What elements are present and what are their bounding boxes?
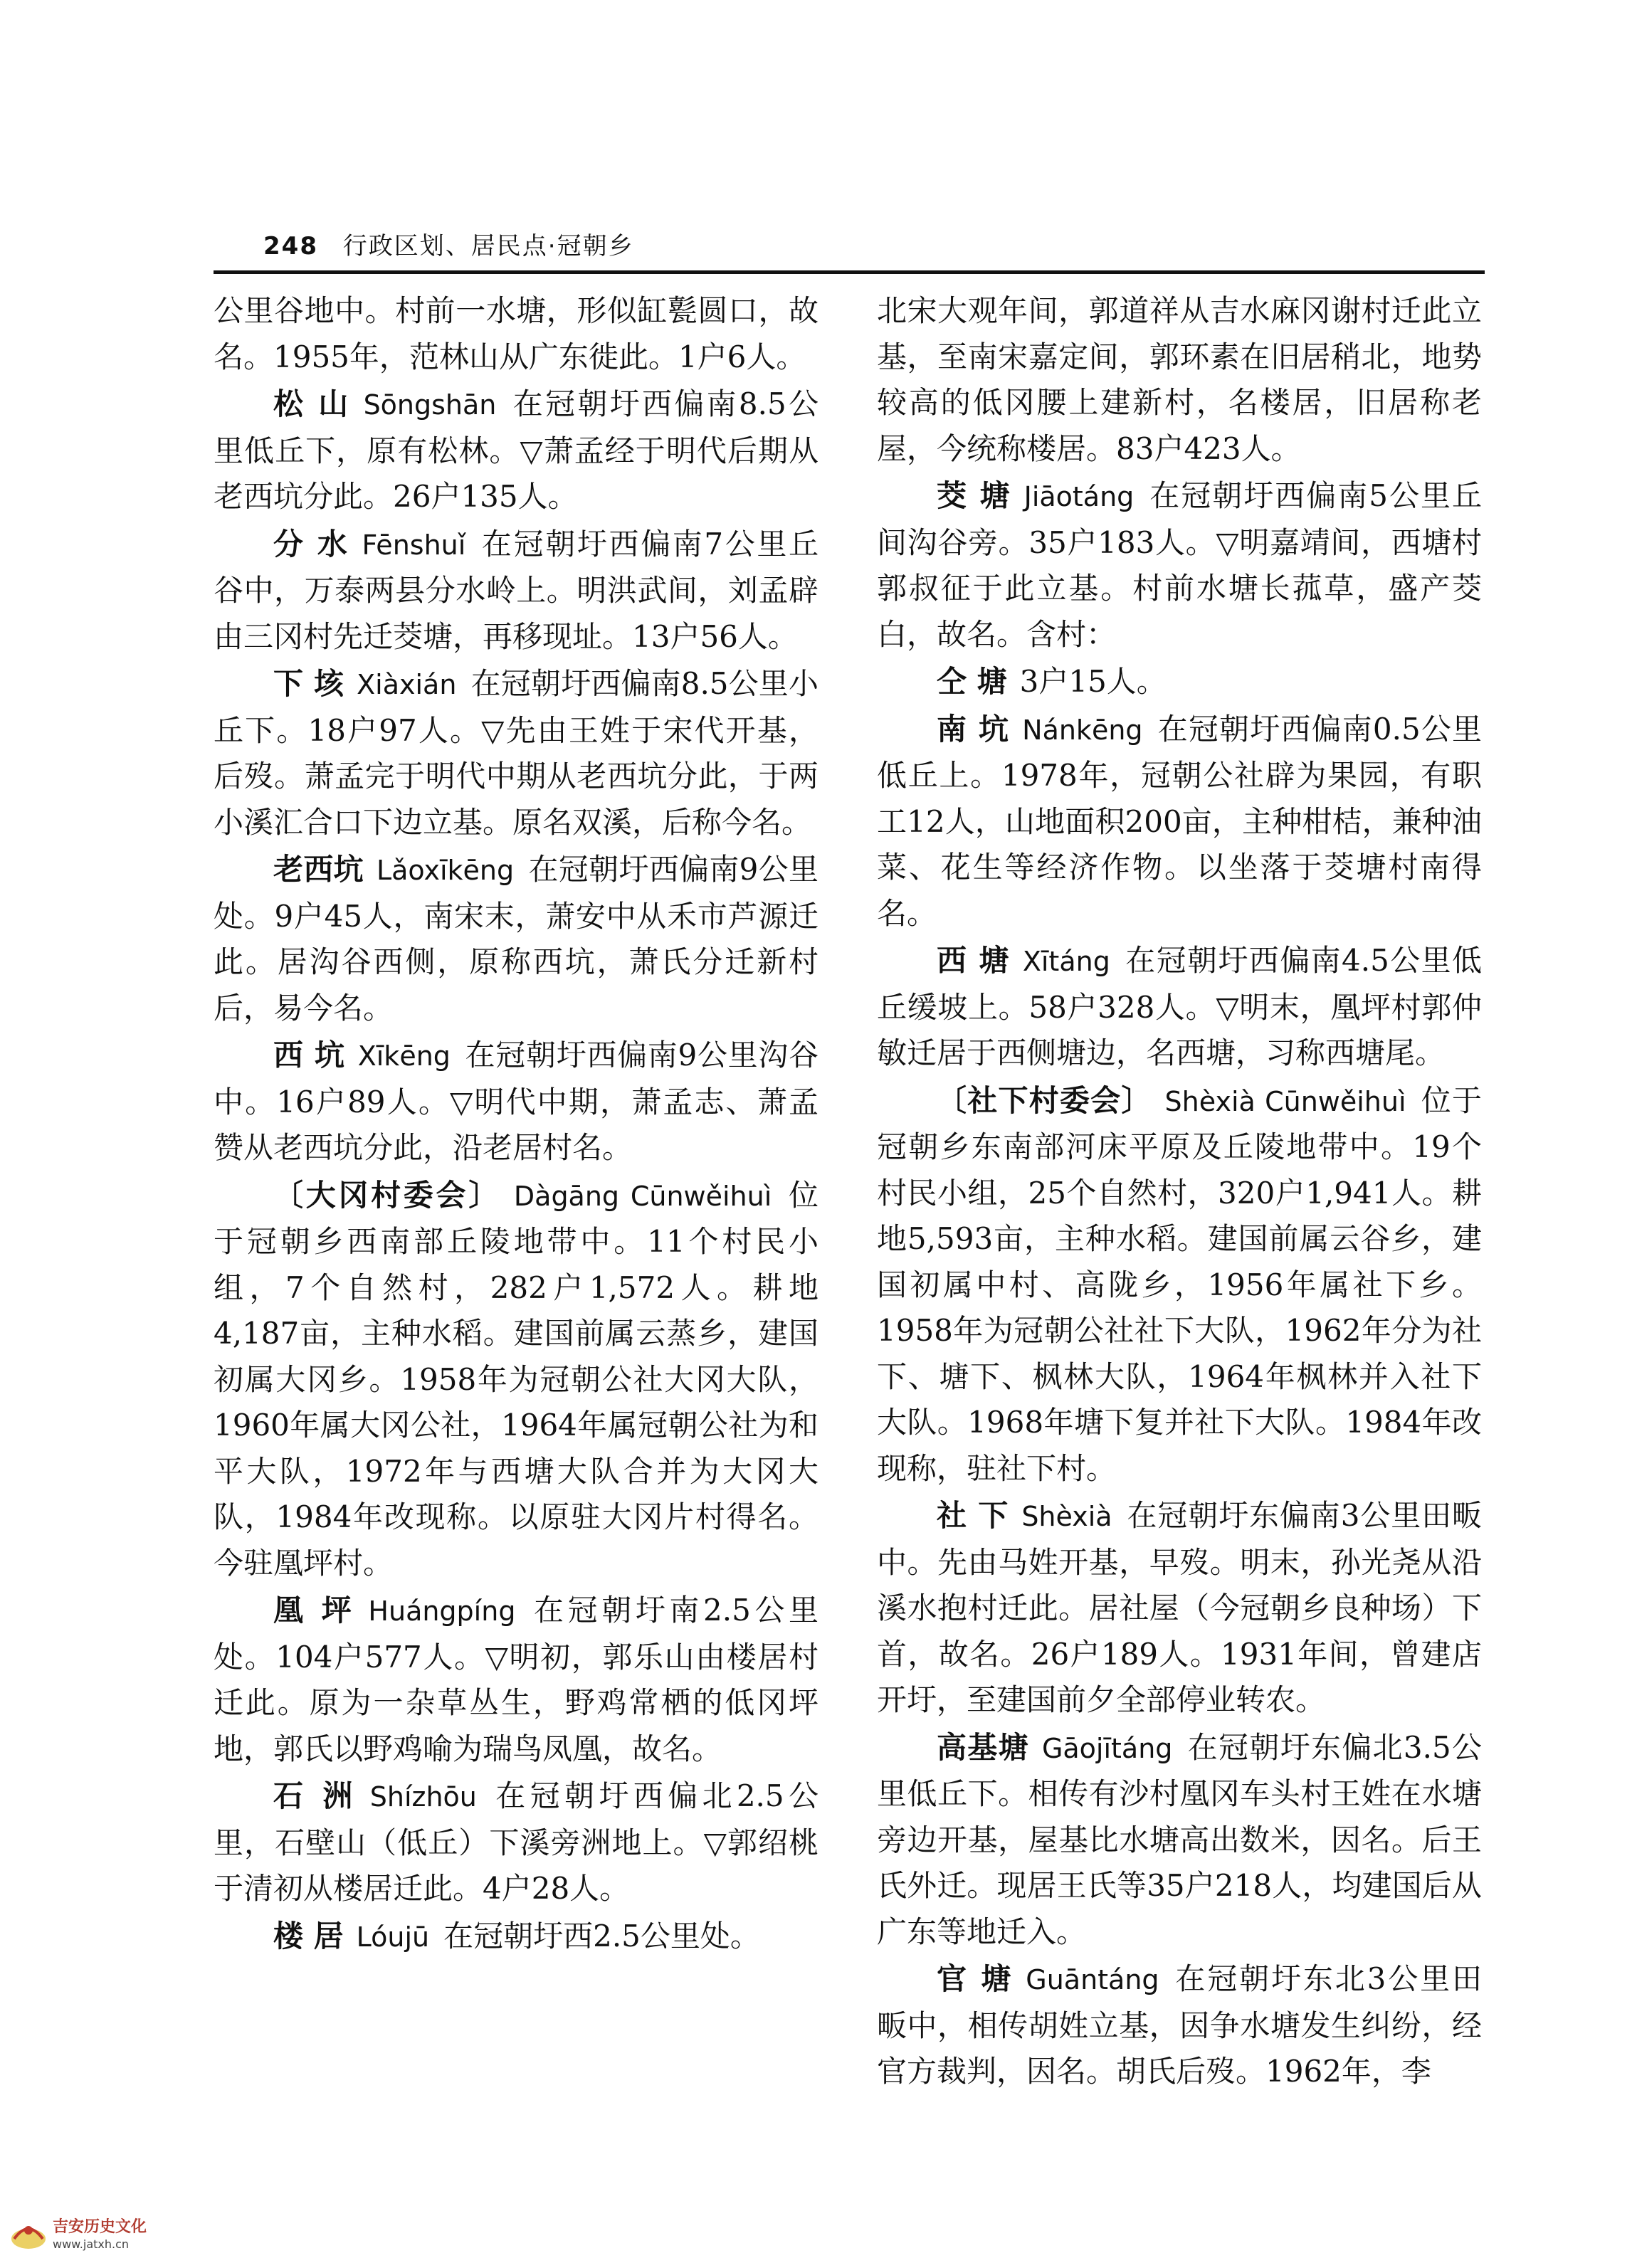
- entry-pinyin: Shízhōu: [369, 1781, 477, 1813]
- entry-body: 在冠朝圩西偏北2.5公里，石壁山（低丘）下溪旁洲地上。▽郭绍桃于清初从楼居迁此。4户28人。: [214, 1778, 818, 1906]
- place-entry: [214, 288, 818, 380]
- entry-pinyin: Shèxià Cūnwěihuì: [1164, 1085, 1406, 1117]
- place-entry: [214, 1033, 818, 1171]
- entry-heading: 南 坑: [937, 711, 1010, 747]
- entry-pinyin: Guāntáng: [1026, 1964, 1159, 1995]
- entry-pinyin: Gāojītáng: [1041, 1732, 1173, 1764]
- entry-body: 在冠朝圩东偏南3公里田畈中。先由马姓开基，早歿。明末，孙光尧从沿溪水抱村迁此。居社屋（今冠朝乡良种场）下首，故名。26户189人。1931年间，曾建店开圩，至建国前夕全部停业转农。: [877, 1498, 1482, 1717]
- place-entry: [877, 1956, 1482, 2095]
- entry-body: 在冠朝圩西偏南9公里沟谷中。16户89人。▽明代中期，萧孟志、萧孟赞从老西坑分此，沿老居村名。: [214, 1038, 818, 1165]
- place-entry: [877, 473, 1482, 658]
- running-title: 行政区划、居民点·冠朝乡: [342, 232, 634, 260]
- entry-heading: 老西坑: [273, 852, 364, 887]
- place-entry: [214, 522, 818, 660]
- place-entry: [877, 938, 1482, 1077]
- place-entry: [214, 381, 818, 520]
- entry-heading: 茭 塘: [937, 478, 1011, 513]
- entry-heading: 凰 坪: [273, 1593, 356, 1628]
- entry-pinyin: Jiāotáng: [1023, 481, 1135, 512]
- place-entry: [877, 1493, 1482, 1724]
- entry-heading: 仝 塘: [937, 664, 1007, 699]
- entry-heading: 下 垓: [273, 666, 344, 701]
- entry-pinyin: Xītáng: [1022, 946, 1110, 977]
- entry-body: 在冠朝圩西偏南8.5公里小丘下。18户97人。▽先由王姓于宋代开基，后歿。萧孟完于明代中期从老西坑分此，于两小溪汇合口下边立基。原名双溪，后称今名。: [214, 666, 819, 840]
- place-entry: [214, 1173, 818, 1587]
- right-column: [877, 288, 1482, 2096]
- place-entry: [877, 1078, 1482, 1492]
- left-column: [214, 288, 818, 1961]
- place-entry: [877, 1725, 1482, 1956]
- entry-pinyin: Shèxià: [1021, 1501, 1112, 1532]
- place-entry: [877, 288, 1482, 472]
- entry-body: 公里谷地中。村前一水塘，形似缸甏圆口，故名。1955年，范林山从广东徙此。1户6人。: [214, 293, 818, 374]
- entry-body: 在冠朝圩西偏南0.5公里低丘上。1978年，冠朝公社辟为果园，有职工12人，山地面积200亩，主种柑桔，兼种油菜、花生等经济作物。以坐落于茭塘村南得名。: [877, 711, 1483, 931]
- entry-body: 在冠朝圩西偏南8.5公里低丘下，原有松林。▽萧孟经于明代后期从老西坑分此。26户135人。: [214, 386, 818, 514]
- entry-heading: 石 洲: [273, 1778, 357, 1813]
- place-entry: [214, 1773, 818, 1912]
- entry-body: 3户15人。: [1019, 664, 1167, 699]
- entry-heading: 官 塘: [937, 1961, 1014, 1996]
- site-watermark: [9, 2215, 172, 2257]
- entry-body: 在冠朝圩西偏南9公里处。9户45人，南宋末，萧安中从禾市芦源迁此。居沟谷西侧，原称西坑，萧氏分迁新村后，易今名。: [214, 852, 818, 1025]
- entry-body: 在冠朝圩南2.5公里处。104户577人。▽明初，郭乐山由楼居村迁此。原为一杂草丛生，野鸡常栖的低冈坪地，郭氏以野鸡喻为瑞鸟凤凰，故名。: [214, 1593, 818, 1766]
- entry-body: 在冠朝圩西偏南4.5公里低丘缓坡上。58户328人。▽明末，凰坪村郭仲敏迁居于西侧塘边，名西塘，习称西塘尾。: [877, 943, 1483, 1070]
- place-entry: [877, 707, 1482, 937]
- place-entry: [214, 1914, 818, 1961]
- entry-pinyin: Xīkēng: [357, 1040, 451, 1072]
- entry-heading: 高基塘: [937, 1729, 1029, 1765]
- entry-heading: 松 山: [273, 386, 351, 421]
- page-number: 248: [263, 232, 318, 260]
- entry-pinyin: Xiàxián: [357, 669, 457, 700]
- entry-pinyin: Sōngshān: [363, 389, 497, 421]
- entry-body: 位于冠朝乡东南部河床平原及丘陵地带中。19个村民小组，25个自然村，320户1,941人。耕地5,593亩，主种水稻。建国前属云谷乡，建国初属中村、高陇乡，1956年属社下乡。1958年为冠朝公社社下大队，1962年分为社下、塘下、枫林大队，1964年枫林并入社下大队。1968年塘下复并社下大队。1984年改现称，驻社下村。: [877, 1082, 1482, 1486]
- entry-heading: 分 水: [273, 526, 349, 561]
- watermark-url: www.jatxh.cn: [53, 2237, 130, 2251]
- entry-body: 在冠朝圩西偏南7公里丘谷中，万泰两县分水岭上。明洪武间，刘孟辟由三冈村先迁茭塘，再移现址。13户56人。: [214, 526, 818, 654]
- entry-pinyin: Fēnshuǐ: [362, 529, 466, 561]
- entry-body: 在冠朝圩东北3公里田畈中，相传胡姓立基，因争水塘发生纠纷，经官方裁判，因名。胡氏后歿。1962年，李: [877, 1961, 1482, 2089]
- entry-pinyin: Lǎoxīkēng: [376, 855, 515, 886]
- entry-heading: 西 坑: [273, 1038, 345, 1072]
- entry-heading: 楼 居: [273, 1918, 344, 1953]
- entry-pinyin: Nánkēng: [1022, 714, 1143, 746]
- watermark-text: 吉安历史文化: [53, 2218, 147, 2236]
- entry-body: 北宋大观年间，郭道祥从吉水麻冈谢村迁此立基，至南宋嘉定间，郭环素在旧居稍北，地势较高的低冈腰上建新村，名楼居，旧居称老屋，今统称楼居。83户423人。: [877, 293, 1482, 466]
- place-entry: [214, 661, 818, 845]
- entry-heading: 西 塘: [937, 943, 1010, 978]
- header-rule: [214, 270, 1485, 274]
- running-head: [263, 226, 634, 261]
- entry-heading: 社 下: [937, 1498, 1009, 1533]
- entry-body: 在冠朝圩东偏北3.5公里低丘下。相传有沙村凰冈车头村王姓在水塘旁边开基，屋基比水塘高出数米，因名。后王氏外迁。现居王氏等35户218人，均建国后从广东等地迁入。: [877, 1729, 1482, 1949]
- place-entry: [214, 847, 818, 1031]
- entry-body: 在冠朝圩西2.5公里处。: [443, 1918, 760, 1953]
- entry-pinyin: Dàgāng Cūnwěihuì: [513, 1180, 772, 1212]
- place-entry: [214, 1588, 818, 1772]
- entry-body: 位于冠朝乡西南部丘陵地带中。11个村民小组，7个自然村，282户1,572人。耕地4,187亩，主种水稻。建国前属云蒸乡，建国初属大冈乡。1958年为冠朝公社大冈大队，1960年属大冈公社，1964年属冠朝公社为和平大队，1972年与西塘大队合并为大冈大队，1984年改现称。以原驻大冈片村得名。今驻凰坪村。: [214, 1177, 818, 1581]
- entry-pinyin: Huángpíng: [368, 1595, 516, 1627]
- entry-body: 在冠朝圩西偏南5公里丘间沟谷旁。35户183人。▽明嘉靖间，西塘村郭叔征于此立基。村前水塘长菰草，盛产茭白，故名。含村：: [877, 478, 1482, 652]
- entry-pinyin: Lóujū: [356, 1921, 430, 1953]
- entry-heading: 〔大冈村委会〕: [273, 1177, 501, 1213]
- place-entry: [877, 659, 1482, 705]
- watermark-logo-icon: [9, 2217, 48, 2253]
- entry-heading: 〔社下村委会〕: [937, 1082, 1152, 1118]
